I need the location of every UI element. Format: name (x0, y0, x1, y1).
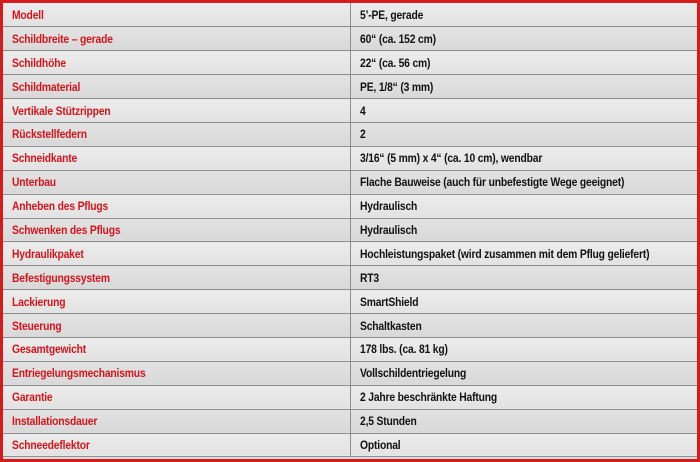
table-row (3, 290, 697, 314)
table-row (3, 146, 697, 170)
spec-value: 60“ (ca. 152 cm) (350, 27, 697, 51)
spec-label: Lackierung (3, 290, 350, 314)
spec-label: Hydraulikpaket (3, 242, 350, 266)
spec-label: Schildhöhe (3, 51, 350, 75)
table-row (3, 27, 697, 51)
spec-label: Installationsdauer (3, 409, 350, 433)
spec-value: Hochleistungspaket (wird zusammen mit dem Pflug geliefert) (350, 242, 697, 266)
spec-value: 2 (350, 122, 697, 146)
spec-label: Unterbau (3, 170, 350, 194)
spec-value: 5’-PE, gerade (350, 3, 697, 27)
spec-value: PE, 1/8“ (3 mm) (350, 75, 697, 99)
table-row (3, 337, 697, 361)
spec-value: Flache Bauweise (auch für unbefestigte Wege geeignet) (350, 170, 697, 194)
spec-label: Gesamtgewicht (3, 337, 350, 361)
spec-value: 178 lbs. (ca. 81 kg) (350, 337, 697, 361)
table-row (3, 385, 697, 409)
spec-label: Schildmaterial (3, 75, 350, 99)
table-row (3, 170, 697, 194)
spec-label: Anheben des Pflugs (3, 194, 350, 218)
table-row (3, 99, 697, 123)
table-row (3, 266, 697, 290)
spec-label: Schwenken des Pflugs (3, 218, 350, 242)
spec-value: 2,5 Stunden (350, 409, 697, 433)
table-row (3, 122, 697, 146)
spec-value: 3/16“ (5 mm) x 4“ (ca. 10 cm), wendbar (350, 146, 697, 170)
spec-value: 4 (350, 99, 697, 123)
spec-value: Hydraulisch (350, 194, 697, 218)
spec-label: Steuerung (3, 314, 350, 338)
table-row (3, 3, 697, 27)
spec-table (3, 3, 697, 457)
table-row (3, 361, 697, 385)
spec-value: RT3 (350, 266, 697, 290)
spec-value: 22“ (ca. 56 cm) (350, 51, 697, 75)
spec-label: Schneedeflektor (3, 433, 350, 457)
spec-label: Vertikale Stützrippen (3, 99, 350, 123)
table-row (3, 242, 697, 266)
table-row (3, 194, 697, 218)
table-row (3, 433, 697, 457)
table-row (3, 218, 697, 242)
spec-value: Schaltkasten (350, 314, 697, 338)
spec-label: Schildbreite – gerade (3, 27, 350, 51)
table-row (3, 51, 697, 75)
spec-value: Hydraulisch (350, 218, 697, 242)
spec-value: Vollschildentriegelung (350, 361, 697, 385)
table-row (3, 75, 697, 99)
spec-label: Befestigungssystem (3, 266, 350, 290)
spec-label: Modell (3, 3, 350, 27)
spec-label: Garantie (3, 385, 350, 409)
spec-label: Rückstellfedern (3, 122, 350, 146)
spec-label: Schneidkante (3, 146, 350, 170)
table-row (3, 314, 697, 338)
spec-label: Entriegelungsmechanismus (3, 361, 350, 385)
table-row (3, 409, 697, 433)
spec-value: Optional (350, 433, 697, 457)
spec-value: 2 Jahre beschränkte Haftung (350, 385, 697, 409)
spec-value: SmartShield (350, 290, 697, 314)
